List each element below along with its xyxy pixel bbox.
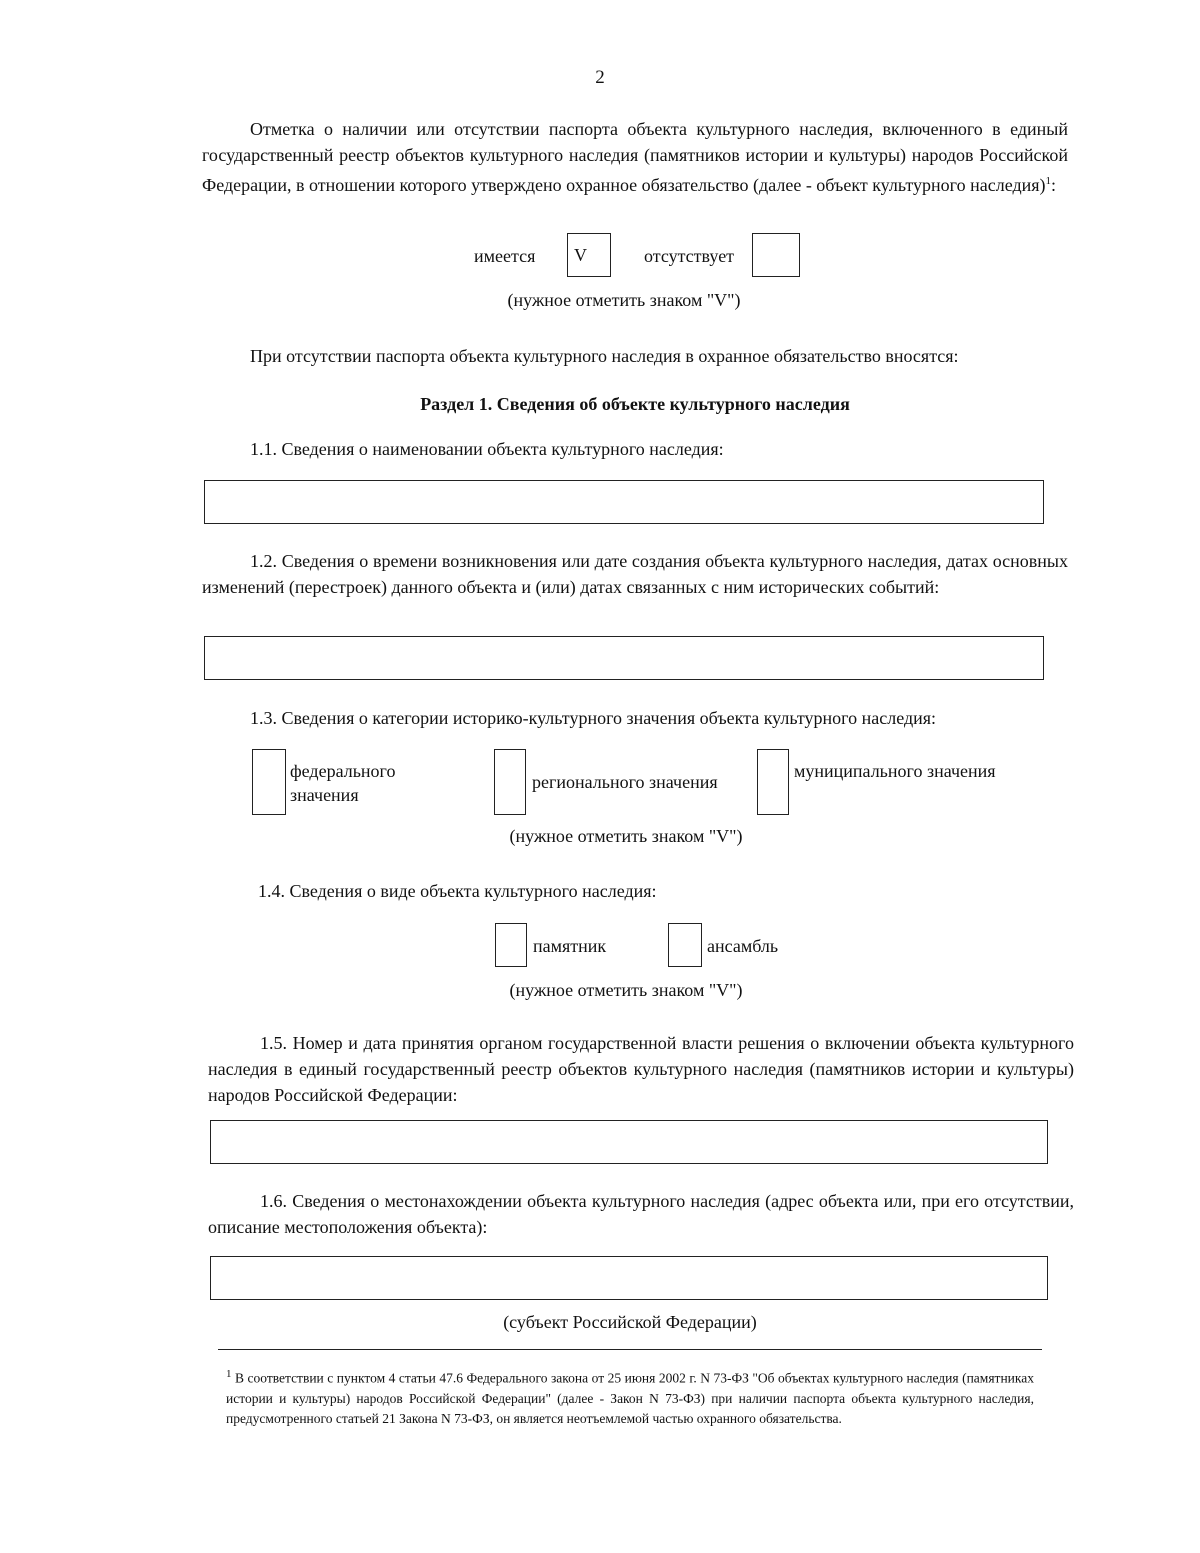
s1-5-label: 1.5. Номер и дата принятия органом государственной власти решения о включении объекта культурного наследия в единый государственный реестр объектов культурного наследия (памятников истории и культуры) народов Российской Федерации: <box>208 1033 1074 1105</box>
category-regional-label: регионального значения <box>532 772 718 792</box>
intro-suffix: : <box>1051 175 1057 195</box>
s1-2-field[interactable] <box>204 636 1044 680</box>
passport-has-checkbox[interactable] <box>567 233 611 277</box>
intro-text: Отметка о наличии или отсутствии паспорта объекта культурного наследия, включенного в единый государственный реестр объектов культурного наследия (памятников истории и культуры) народов Российской Федерации, в отношении которого утверждено охранное обязательство (далее - объект культурного наследия) <box>202 119 1068 195</box>
footnote-number: 1 <box>226 1368 232 1380</box>
category-federal-checkbox[interactable] <box>252 749 286 815</box>
footnote-ref: 1 <box>1045 175 1052 187</box>
kind-hint: (нужное отметить знаком "V") <box>509 980 743 1000</box>
absence-note: При отсутствии паспорта объекта культурного наследия в охранное обязательство вносятся: <box>250 346 959 366</box>
kind-monument-checkbox[interactable] <box>495 923 527 967</box>
s1-6-field[interactable] <box>210 1256 1048 1300</box>
passport-absent-label: отсутствует <box>644 246 735 266</box>
section-title: Раздел 1. Сведения об объекте культурного наследия <box>420 394 850 414</box>
passport-absent-checkbox[interactable] <box>752 233 800 277</box>
page-number: 2 <box>595 67 605 88</box>
category-municipal-checkbox[interactable] <box>757 749 789 815</box>
s1-1-label: 1.1. Сведения о наименовании объекта культурного наследия: <box>250 439 724 459</box>
category-hint: (нужное отметить знаком "V") <box>509 826 743 846</box>
passport-has-mark: V <box>574 245 587 265</box>
kind-monument-label: памятник <box>533 936 607 956</box>
category-federal-label: федерального значения <box>290 761 396 805</box>
footnote-text: В соответствии с пунктом 4 статьи 47.6 Федерального закона от 25 июня 2002 г. N 73-ФЗ "Об объектах культурного наследия (памятниках истории и культуры) народов Российской Федерации" (далее - Закон N 73-ФЗ) при наличии паспорта объекта культурного наследия, предусмотренного статьей 21 Закона N 73-ФЗ, он является неотъемлемой частью охранного обязательства. <box>226 1370 1034 1426</box>
s1-6-label: 1.6. Сведения о местонахождении объекта культурного наследия (адрес объекта или, при его отсутствии, описание местоположения объекта): <box>208 1191 1074 1237</box>
category-regional-checkbox[interactable] <box>494 749 526 815</box>
passport-has-label: имеется <box>474 246 536 266</box>
passport-absent-mark <box>753 234 799 276</box>
footnote <box>226 1364 1034 1429</box>
intro-paragraph <box>202 116 1068 198</box>
s1-4-label: 1.4. Сведения о виде объекта культурного наследия: <box>258 881 657 901</box>
footnote-divider <box>218 1349 1042 1350</box>
kind-ensemble-checkbox[interactable] <box>668 923 702 967</box>
s1-1-field[interactable] <box>204 480 1044 524</box>
s1-5-field[interactable] <box>210 1120 1048 1164</box>
s1-3-label: 1.3. Сведения о категории историко-культурного значения объекта культурного наследия: <box>250 708 937 728</box>
category-municipal-label: муниципального значения <box>794 761 996 781</box>
s1-2-label: 1.2. Сведения о времени возникновения или дате создания объекта культурного наследия, датах основных изменений (перестроек) данного объекта и (или) датах связанных с ним исторических событий: <box>202 551 1068 597</box>
kind-ensemble-label: ансамбль <box>707 936 779 956</box>
s1-6-caption: (субъект Российской Федерации) <box>503 1312 757 1332</box>
passport-hint: (нужное отметить знаком "V") <box>507 290 741 310</box>
